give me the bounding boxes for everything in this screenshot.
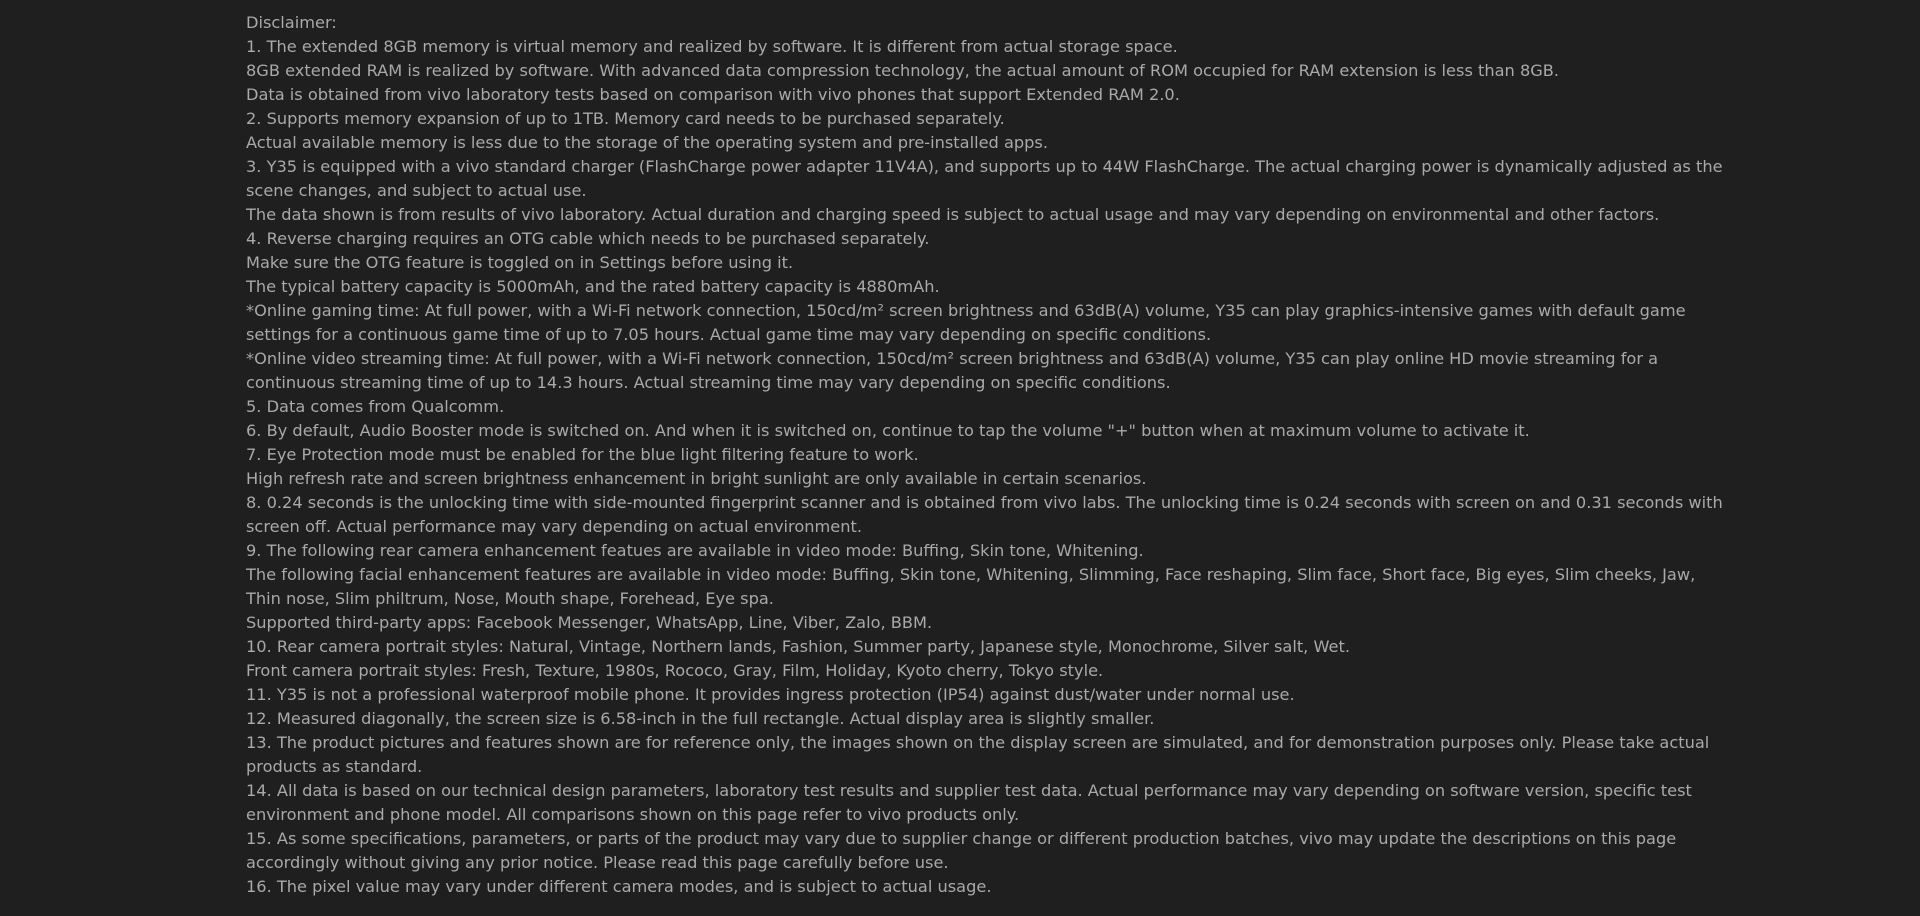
disclaimer-line: 8. 0.24 seconds is the unlocking time with side-mounted fingerprint scanner and is obtained from vivo labs. The unlocking time is 0.24 seconds with screen on and 0.31 seconds with screen off. Actual performance may vary depending on actual environment. (246, 493, 1723, 536)
disclaimer-line: Make sure the OTG feature is toggled on in Settings before using it. (246, 253, 794, 272)
disclaimer-line: The typical battery capacity is 5000mAh, and the rated battery capacity is 4880mAh. (246, 277, 940, 296)
disclaimer-line: 16. The pixel value may vary under different camera modes, and is subject to actual usage. (246, 877, 992, 896)
disclaimer-line: 9. The following rear camera enhancement featues are available in video mode: Buffing, Skin tone, Whitening. (246, 541, 1144, 560)
disclaimer-line: 7. Eye Protection mode must be enabled for the blue light filtering feature to work. (246, 445, 919, 464)
disclaimer-line: 2. Supports memory expansion of up to 1TB. Memory card needs to be purchased separately. (246, 109, 1005, 128)
disclaimer-line: The data shown is from results of vivo laboratory. Actual duration and charging speed is subject to actual usage and may vary depending on environmental and other factors. (246, 205, 1660, 224)
disclaimer-section (246, 11, 1726, 899)
disclaimer-line: 4. Reverse charging requires an OTG cable which needs to be purchased separately. (246, 229, 930, 248)
disclaimer-line: 12. Measured diagonally, the screen size is 6.58-inch in the full rectangle. Actual display area is slightly smaller. (246, 709, 1155, 728)
disclaimer-line: 1. The extended 8GB memory is virtual memory and realized by software. It is different from actual storage space. (246, 37, 1178, 56)
disclaimer-line: *Online gaming time: At full power, with a Wi-Fi network connection, 150cd/m² screen brightness and 63dB(A) volume, Y35 can play graphics-intensive games with default game settings for a continuous game time of up to 7.05 hours. Actual game time may vary depending on specific conditions. (246, 301, 1686, 344)
disclaimer-line: 5. Data comes from Qualcomm. (246, 397, 505, 416)
disclaimer-line: 15. As some specifications, parameters, or parts of the product may vary due to supplier change or different production batches, vivo may update the descriptions on this page accordingly without giving any prior notice. Please read this page carefully before use. (246, 829, 1677, 872)
disclaimer-line: 11. Y35 is not a professional waterproof mobile phone. It provides ingress protection (IP54) against dust/water under normal use. (246, 685, 1295, 704)
disclaimer-line: 13. The product pictures and features shown are for reference only, the images shown on the display screen are simulated, and for demonstration purposes only. Please take actual products as standard. (246, 733, 1710, 776)
disclaimer-line: 6. By default, Audio Booster mode is switched on. And when it is switched on, continue to tap the volume "+" button when at maximum volume to activate it. (246, 421, 1530, 440)
disclaimer-line: 3. Y35 is equipped with a vivo standard charger (FlashCharge power adapter 11V4A), and supports up to 44W FlashCharge. The actual charging power is dynamically adjusted as the scene changes, and subject to actual use. (246, 157, 1723, 200)
disclaimer-line: The following facial enhancement features are available in video mode: Buffing, Skin tone, Whitening, Slimming, Face reshaping, Slim face, Short face, Big eyes, Slim cheeks, Jaw, Thin nose, Slim philtrum, Nose, Mouth shape, Forehead, Eye spa. (246, 565, 1696, 608)
disclaimer-line: Actual available memory is less due to the storage of the operating system and pre-installed apps. (246, 133, 1048, 152)
disclaimer-line: 10. Rear camera portrait styles: Natural, Vintage, Northern lands, Fashion, Summer party, Japanese style, Monochrome, Silver salt, Wet. (246, 637, 1350, 656)
disclaimer-line: Supported third-party apps: Facebook Messenger, WhatsApp, Line, Viber, Zalo, BBM. (246, 613, 933, 632)
disclaimer-line: 14. All data is based on our technical design parameters, laboratory test results and supplier test data. Actual performance may vary depending on software version, specific test environment and phone model. All comparisons shown on this page refer to vivo products only. (246, 781, 1692, 824)
disclaimer-line: Data is obtained from vivo laboratory tests based on comparison with vivo phones that support Extended RAM 2.0. (246, 85, 1180, 104)
disclaimer-line: High refresh rate and screen brightness enhancement in bright sunlight are only available in certain scenarios. (246, 469, 1147, 488)
disclaimer-line: 8GB extended RAM is realized by software. With advanced data compression technology, the actual amount of ROM occupied for RAM extension is less than 8GB. (246, 61, 1560, 80)
disclaimer-line: Front camera portrait styles: Fresh, Texture, 1980s, Rococo, Gray, Film, Holiday, Kyoto cherry, Tokyo style. (246, 661, 1104, 680)
disclaimer-title: Disclaimer: (246, 13, 337, 32)
disclaimer-line: *Online video streaming time: At full power, with a Wi-Fi network connection, 150cd/m² screen brightness and 63dB(A) volume, Y35 can play online HD movie streaming for a continuous streaming time of up to 14.3 hours. Actual streaming time may vary depending on specific conditions. (246, 349, 1659, 392)
